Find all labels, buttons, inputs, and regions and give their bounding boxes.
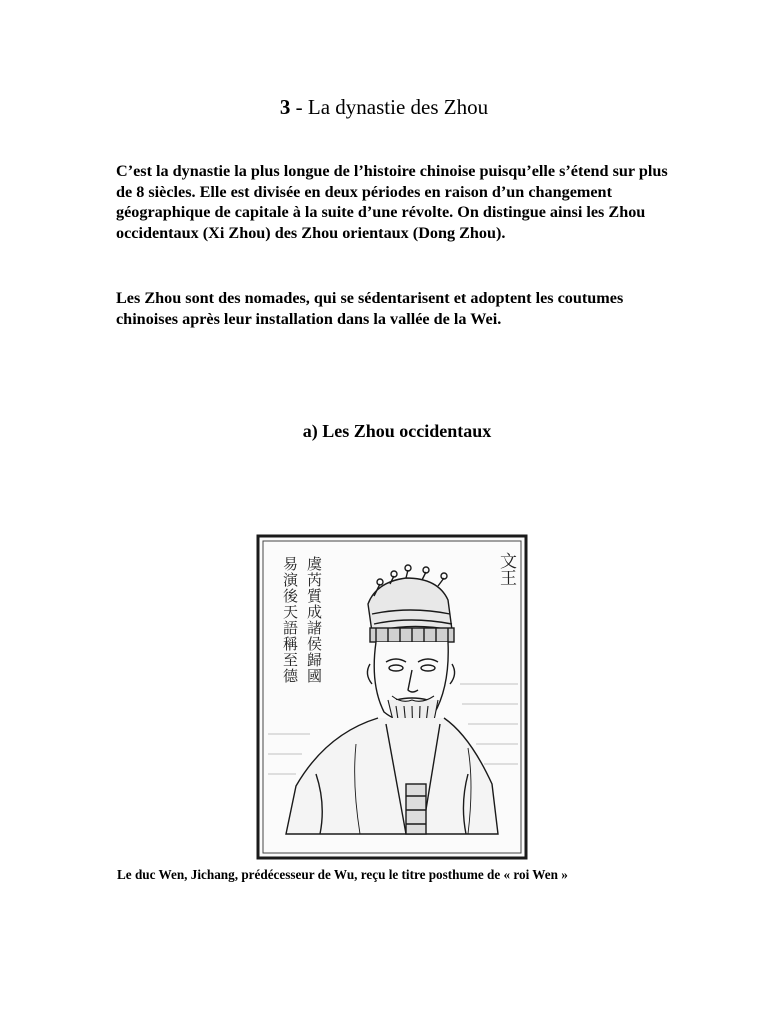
- inscription-column-2: 易演後天語稱至德: [281, 556, 299, 684]
- title-text: - La dynastie des Zhou: [290, 95, 489, 119]
- page-title: [0, 94, 768, 120]
- figure-caption: Le duc Wen, Jichang, prédécesseur de Wu, reçu le titre posthume de « roi Wen »: [117, 867, 568, 882]
- portrait-label: 文王: [496, 552, 516, 586]
- inscription-column-1: 虞芮質成諸侯歸國: [305, 556, 323, 684]
- intro-paragraph: C’est la dynastie la plus longue de l’histoire chinoise puisqu’elle s’étend sur plus de 8 siècles. Elle est divisée en deux périodes en raison d’un changement géographique de capitale à la suite d’une révolte. On distingue ainsi les Zhou occidentaux (Xi Zhou) des Zhou orientaux (Dong Zhou).: [116, 162, 668, 242]
- title-number: 3: [279, 95, 291, 119]
- section-heading: a) Les Zhou occidentaux: [302, 421, 492, 441]
- nomads-paragraph: Les Zhou sont des nomades, qui se sédentarisent et adoptent les coutumes chinoises après leur installation dans la vallée de la Wei.: [116, 289, 624, 328]
- portrait-of-duke-wen: [256, 534, 528, 860]
